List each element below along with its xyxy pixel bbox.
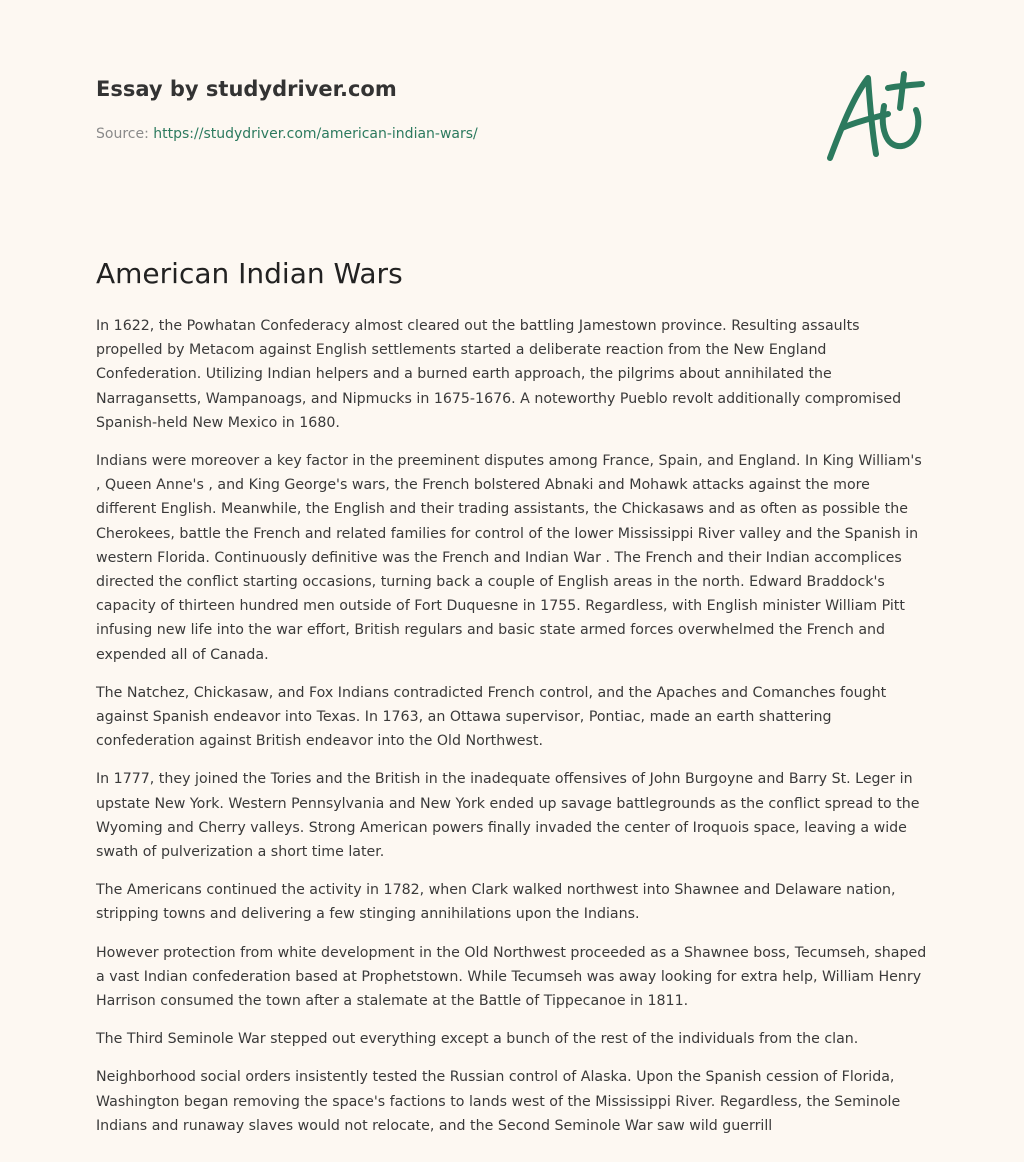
source-label: Source: bbox=[96, 126, 154, 142]
essay-paragraph: Neighborhood social orders insistently tested the Russian control of Alaska. Upon the Spanish cession of Florida, Washington began removing the space's factions to lands west of the Mississippi River. Regardless, the Seminole Indians and runaway slaves would not relocate, and the Second Seminole War saw wild guerrill bbox=[96, 1069, 901, 1134]
essay-paragraph: In 1777, they joined the Tories and the British in the inadequate offensives of John Burgoyne and Barry St. Leger in upstate New York. Western Pennsylvania and New York ended up savage battlegrounds as the conflict spread to the Wyoming and Cherry valleys. Strong American powers finally invaded the center of Iroquois space, leaving a wide swath of pulverization a short time later. bbox=[96, 771, 920, 861]
essay-paragraph: The Americans continued the activity in 1782, when Clark walked northwest into Shawnee and Delaware nation, stripping towns and delivering a few stinging annihilations upon the Indians. bbox=[96, 882, 896, 923]
essay-paragraph: In 1622, the Powhatan Confederacy almost cleared out the battling Jamestown province. Resulting assaults propelled by Metacom against English settlements started a deliberate reaction from the New England Confederation. Utilizing Indian helpers and a burned earth approach, the pilgrims about annihilated the Narragansetts, Wampanoags, and Nipmucks in 1675-1676. A noteworthy Pueblo revolt additionally compromised Spanish-held New Mexico in 1680. bbox=[96, 318, 902, 431]
essay-paragraph: However protection from white development in the Old Northwest proceeded as a Shawnee boss, Tecumseh, shaped a vast Indian confederation based at Prophetstown. While Tecumseh was away looking for extra help, William Henry Harrison consumed the town after a stalemate at the Battle of Tippecanoe in 1811. bbox=[96, 944, 927, 1010]
essay-paragraph: The Natchez, Chickasaw, and Fox Indians contradicted French control, and the Apaches and Comanches fought against Spanish endeavor into Texas. In 1763, an Ottawa supervisor, Pontiac, made an earth shattering confederation against British endeavor into the Old Northwest. bbox=[96, 684, 887, 750]
essay-paragraph: The Third Seminole War stepped out everything except a bunch of the rest of the individuals from the clan. bbox=[96, 1031, 859, 1048]
essay-header bbox=[96, 74, 696, 144]
essay-title: American Indian Wars bbox=[96, 257, 403, 290]
essay-body bbox=[96, 314, 930, 1152]
source-link[interactable]: https://studydriver.com/american-indian-wars/ bbox=[153, 126, 478, 142]
a-plus-icon bbox=[820, 66, 930, 166]
source-line bbox=[96, 124, 696, 144]
essay-paragraph: Indians were moreover a key factor in the preeminent disputes among France, Spain, and England. In King William's , Queen Anne's , and King George's wars, the French bolstered Abnaki and Mohawk attacks against the more different English. Meanwhile, the English and their trading assistants, the Chickasaws and as often as possible the Cherokees, battle the French and related families for control of the lower Mississippi River valley and the Spanish in western Florida. Continuously definitive was the French and Indian War . The French and their Indian accomplices directed the conflict starting occasions, turning back a couple of English areas in the north. Edward Braddock's capacity of thirteen hundred men outside of Fort Duquesne in 1755. Regardless, with English minister William Pitt infusing new life into the war effort, British regulars and basic state armed forces overwhelmed the French and expended all of Canada. bbox=[96, 453, 922, 663]
site-brand: Essay by studydriver.com bbox=[96, 77, 397, 101]
